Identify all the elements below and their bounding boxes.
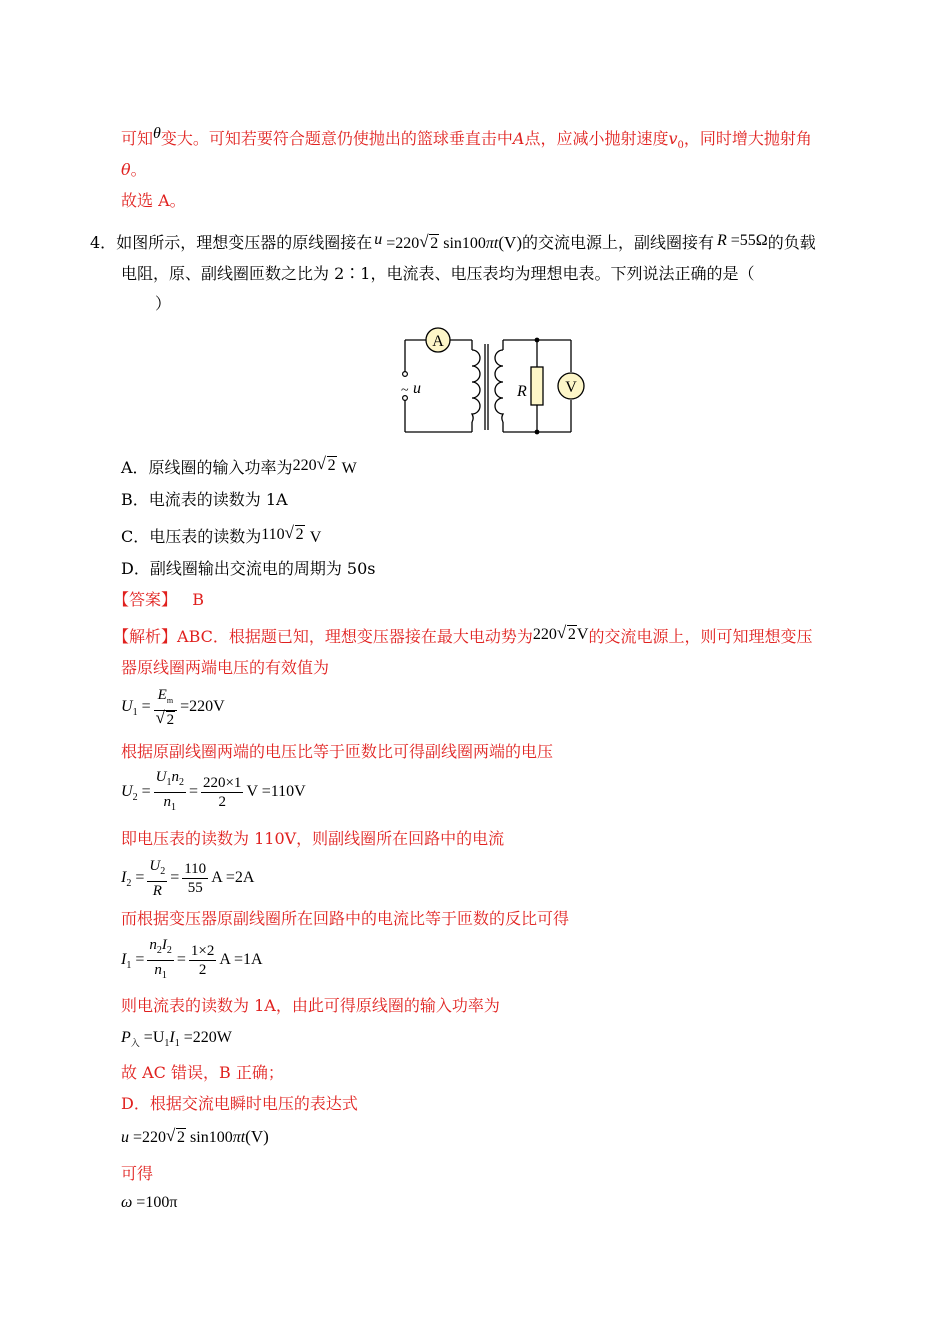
numerator: 1×2 [190,943,215,959]
ac-source-symbol: ~ [401,383,409,398]
subscript: m [166,696,174,705]
analysis-paragraph-4: 而根据变压器原副线圈所在回路中的电流比等于匝数的反比可得 [121,909,570,928]
subscript: 2 [126,878,132,889]
text: A．原线圈的输入功率为 [121,458,293,477]
subscript: 2 [132,792,138,804]
unit: W [341,460,357,477]
subscript: 2 [156,945,162,956]
symbol: I [161,937,167,953]
fraction [201,774,243,811]
source-label: u [413,380,421,397]
subscript: 1 [174,1038,180,1049]
u-symbol: u [121,1129,129,1146]
text: 的交流电源上，则可知理想变压 [588,627,813,646]
voltmeter-label: V [565,379,577,396]
text: =55Ω [730,232,768,249]
text: 的交流电源上，副线圈接有 [521,233,714,252]
result: =220V [180,698,225,716]
text: 的负载 [767,233,816,252]
fraction [189,942,216,979]
text: 如图所示，理想变压器的原线圈接在 [116,233,373,252]
unit: V [576,626,589,643]
prev-solution-conclusion: 故选 A。 [121,191,186,210]
root-value: 2 [166,712,175,728]
voltage-expression [374,231,522,252]
question-stem-line-3: ） [155,294,172,313]
denominator: R [152,882,162,899]
u-symbol: u [374,231,383,248]
subscript: 1 [171,802,177,813]
root-value: 2 [430,235,439,252]
subscript: 1 [161,970,167,981]
text: 可知 [121,129,154,148]
result: A =1A [219,951,263,969]
primary-coil [472,350,480,422]
root-value: 2 [567,626,576,643]
fraction [154,686,178,729]
analysis-paragraph-2: 根据原副线圈两端的电压比等于匝数比可得副线圈两端的电压 [121,742,554,761]
denominator: 2 [198,962,207,978]
unit: (V) [498,233,522,252]
text: =220 [386,235,420,252]
text: πt [485,235,499,252]
i-symbol: I [121,869,127,886]
resistor-label: R [517,383,527,400]
point-a: A [512,129,525,148]
numerator: 220×1 [202,775,242,791]
p-symbol: P [121,1029,131,1046]
option-b: B．电流表的读数为 1A [121,490,288,509]
value: 220 [532,626,557,643]
analysis-paragraph-7: D．根据交流电瞬时电压的表达式 [121,1094,358,1113]
u-symbol: U [121,698,133,716]
fraction [147,936,174,985]
equation-i2: $I_2$ = $\frac{U_2}{R}$ = $\frac{110}{55}$ A =2A [121,857,255,899]
fraction [182,860,208,897]
fraction [147,857,167,900]
resistance-expression [717,232,768,252]
text: C．电压表的读数为 [121,527,262,546]
junction-dot [535,430,540,435]
text: sin100 [190,1129,233,1146]
theta-symbol: θ [153,125,161,142]
equation-omega [121,1192,177,1214]
subscript: 1 [126,960,132,972]
symbol: U [149,857,161,874]
unit: V [309,529,322,546]
denominator: 55 [187,879,203,896]
result: =100π [136,1194,178,1211]
answer-value: B [192,590,205,609]
question-stem-line-1 [90,232,816,255]
equation-instantaneous-voltage [121,1126,269,1149]
subscript: 1 [166,777,172,788]
analysis-paragraph-3: 即电压表的读数为 110V，则副线圈所在回路中的电流 [121,829,505,848]
symbol: n [154,962,162,978]
analysis-paragraph-1-cont: 器原线圈两端电压的有效值为 [121,658,330,677]
result: =220W [183,1029,232,1046]
subscript: 1 [164,1038,170,1049]
root-value: 2 [295,526,304,543]
question-number: 4． [90,233,117,252]
analysis-paragraph-8: 可得 [121,1164,154,1183]
subscript: 1 [132,707,138,719]
prev-solution-line-2 [121,159,147,181]
symbol: n [149,937,157,953]
equation-power [121,1027,232,1055]
root-value: 2 [177,1129,186,1146]
question-stem-line-2: 电阻，原、副线圈匝数之比为 2∶1，电流表、电压表均为理想电表。下列说法正确的是（ [121,264,755,283]
unit: (V) [245,1127,269,1146]
text: 点，应减小抛射速度 [524,129,669,148]
denominator: 2 [218,794,226,810]
equation-u1: $U_1$ = $E_m$ √ 2 =220V [121,686,225,733]
subscript: 2 [160,865,166,877]
v-subscript: 0 [677,140,684,151]
text: =220 [133,1129,167,1146]
text: 变大。可知若要符合题意仍使抛出的篮球垂直击中 [160,129,513,148]
text: sin100 [443,235,486,252]
theta-symbol: θ [121,160,131,179]
symbol: n [171,769,179,785]
text: ，同时增大抛射角 [683,129,812,148]
symbol: U [155,769,167,785]
symbol: n [163,794,172,810]
analysis-paragraph-6: 故 AC 错误，B 正确； [121,1063,284,1082]
value: 220 [292,457,317,474]
answer [113,589,204,611]
r-symbol: R [717,232,727,249]
i-symbol: I [121,951,127,969]
result: V =110V [246,783,306,801]
text: =U [143,1029,165,1046]
subscript: 2 [178,777,184,788]
resistor [531,367,543,405]
text: πt [232,1129,246,1146]
option-a [121,457,357,480]
source-terminal [403,372,408,377]
e-symbol: E [157,687,167,703]
symbol: I [169,1029,175,1046]
option-c [121,526,321,549]
equation-u2: $U_2$ = $\frac{U_1n_2}{n_1}$ = $\frac{220\times 1}{2}$ V =110V [121,768,306,820]
equation-i1: $I_1$ = $\frac{n_2I_2}{n_1}$ = $\frac{1\times 2}{2}$ A =1A [121,936,263,988]
option-d: D．副线圈输出交流电的周期为 50s [121,559,376,578]
subscript: 2 [166,945,172,956]
ammeter-label: A [432,333,444,350]
text: 。 [130,160,147,179]
answer-label: 【答案】 [113,590,178,609]
result: A =2A [211,869,255,886]
fraction [154,768,186,817]
numerator: 110 [184,860,207,877]
secondary-coil [495,350,503,422]
root-value: 2 [327,457,336,474]
analysis-paragraph-1 [113,626,812,649]
analysis-label: 【解析】 [113,627,178,646]
subscript: 入 [130,1039,140,1049]
value: 110 [261,526,285,543]
transformer-circuit-diagram [395,322,585,440]
analysis-paragraph-5: 则电流表的读数为 1A，由此可得原线圈的输入功率为 [121,996,500,1015]
text: ABC．根据题已知，理想变压器接在最大电动势为 [177,627,533,646]
prev-solution-line-1 [121,125,812,157]
junction-dot [535,338,540,343]
omega-symbol: ω [121,1194,133,1211]
u-symbol: U [121,783,133,801]
v-symbol: v [668,129,678,148]
